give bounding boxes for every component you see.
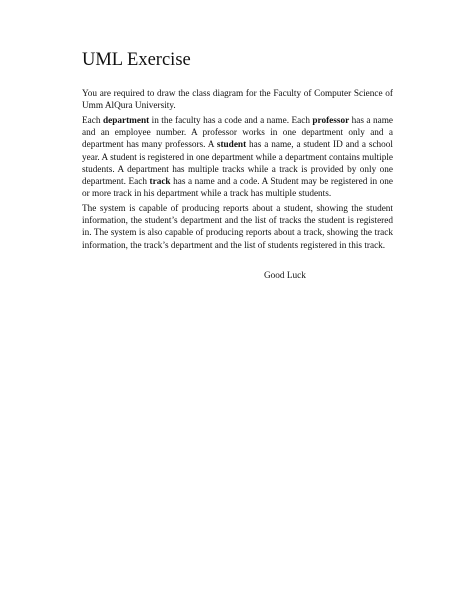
document-title: UML Exercise xyxy=(82,50,191,70)
keyword-professor: professor xyxy=(312,116,350,126)
keyword-track: track xyxy=(149,177,171,188)
reports-paragraph: The system is capable of producing reports about a student, showing the student information, the student’s department and the list of tracks the student is registered in. The system is also capable of producing reports about a track, showing the track information, the track’s department and the list of students registered in this track. xyxy=(82,204,393,251)
requirements-text-5: has a name and a code. A Student may be registered in one or more track in his department while a track has multiple students. xyxy=(82,177,394,200)
intro-paragraph: You are required to draw the class diagram for the Faculty of Computer Science of Umm AlQura University. xyxy=(82,89,393,112)
requirements-paragraph xyxy=(82,115,393,200)
requirements-text-2: in the faculty has a code and a name. Each xyxy=(149,116,313,126)
requirements-text-3: has a name and an employee number. A professor works in one department only and a department has many professors. A xyxy=(82,116,394,151)
keyword-student: student xyxy=(216,140,247,151)
closing-text: Good Luck xyxy=(264,271,306,281)
keyword-department: department xyxy=(102,116,150,126)
requirements-text-4: has a name, a student ID and a school year. A student is registered in one department while a department contains multiple students. A department has multiple tracks while a track is provided by only one department. Each xyxy=(82,140,394,188)
requirements-text-1: Each xyxy=(82,116,103,126)
